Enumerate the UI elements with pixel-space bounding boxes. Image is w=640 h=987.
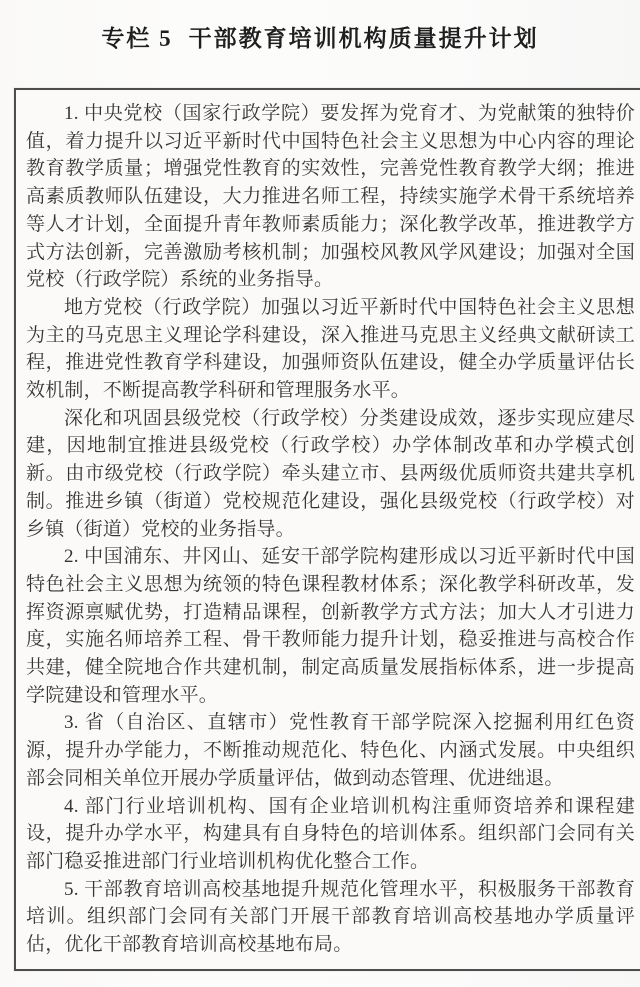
paragraph: 3. 省（自治区、直辖市）党性教育干部学院深入挖掘利用红色资源，提升办学能力，不断推动规范化、特色化、内涵式发展。中央组织部会同相关单位开展办学质量评估，做到动态管理、优进绌退。 [26,712,635,789]
paragraph: 深化和巩固县级党校（行政学校）分类建设成效，逐步实现应建尽建，因地制宜推进县级党校（行政学校）办学体制改革和办学模式创新。由市级党校（行政学院）牵头建立市、县两级优质师资共建共享机制。推进乡镇（街道）党校规范化建设，强化县级党校（行政学校）对乡镇（街道）党校的业务指导。 [26,407,635,540]
panel-heading-label: 专栏 5 [101,26,173,51]
paragraph: 1. 中央党校（国家行政学院）要发挥为党育才、为党献策的独特价值，着力提升以习近平新时代中国特色社会主义思想为中心内容的理论教育教学质量；增强党性教育的实效性，完善党性教育教学大纲；推进高素质教师队伍建设，大力推进名师工程，持续实施学术骨干系统培养等人才计划，全面提升青年教师素质能力；深化教学改革，推进教学方式方法创新，完善激励考核机制；加强校风教风学风建设；加强对全国党校（行政学院）系统的业务指导。 [26,103,635,291]
paragraph: 5. 干部教育培训高校基地提升规范化管理水平，积极服务干部教育培训。组织部门会同有关部门开展干部教育培训高校基地办学质量评估，优化干部教育培训高校基地布局。 [26,878,635,956]
paragraph: 地方党校（行政学院）加强以习近平新时代中国特色社会主义思想为主的马克思主义理论学科建设，深入推进马克思主义经典文献研读工程，推进党性教育学科建设，加强师资队伍建设，健全办学质量评估长效机制，不断提高教学科研和管理服务水平。 [26,296,635,402]
paragraph: 4. 部门行业培训机构、国有企业培训机构注重师资培养和课程建设，提升办学水平，构建具有自身特色的培训体系。组织部门会同有关部门稳妥推进部门行业培训机构优化整合工作。 [26,795,635,872]
paragraph: 2. 中国浦东、井冈山、延安干部学院构建形成以习近平新时代中国特色社会主义思想为统领的特色课程教材体系；深化教学科研改革，发挥资源禀赋优势，打造精品课程，创新教学方式方法；加大人才引进力度，实施名师培养工程、骨干教师能力提升计划，稳妥推进与高校合作共建，健全院地合作共建机制，制定高质量发展指标体系，进一步提高学院建设和管理水平。 [26,546,635,706]
panel-heading-title: 干部教育培训机构质量提升计划 [188,26,539,51]
content-panel [14,88,640,971]
panel-heading [0,0,640,53]
panel-body [26,100,635,959]
